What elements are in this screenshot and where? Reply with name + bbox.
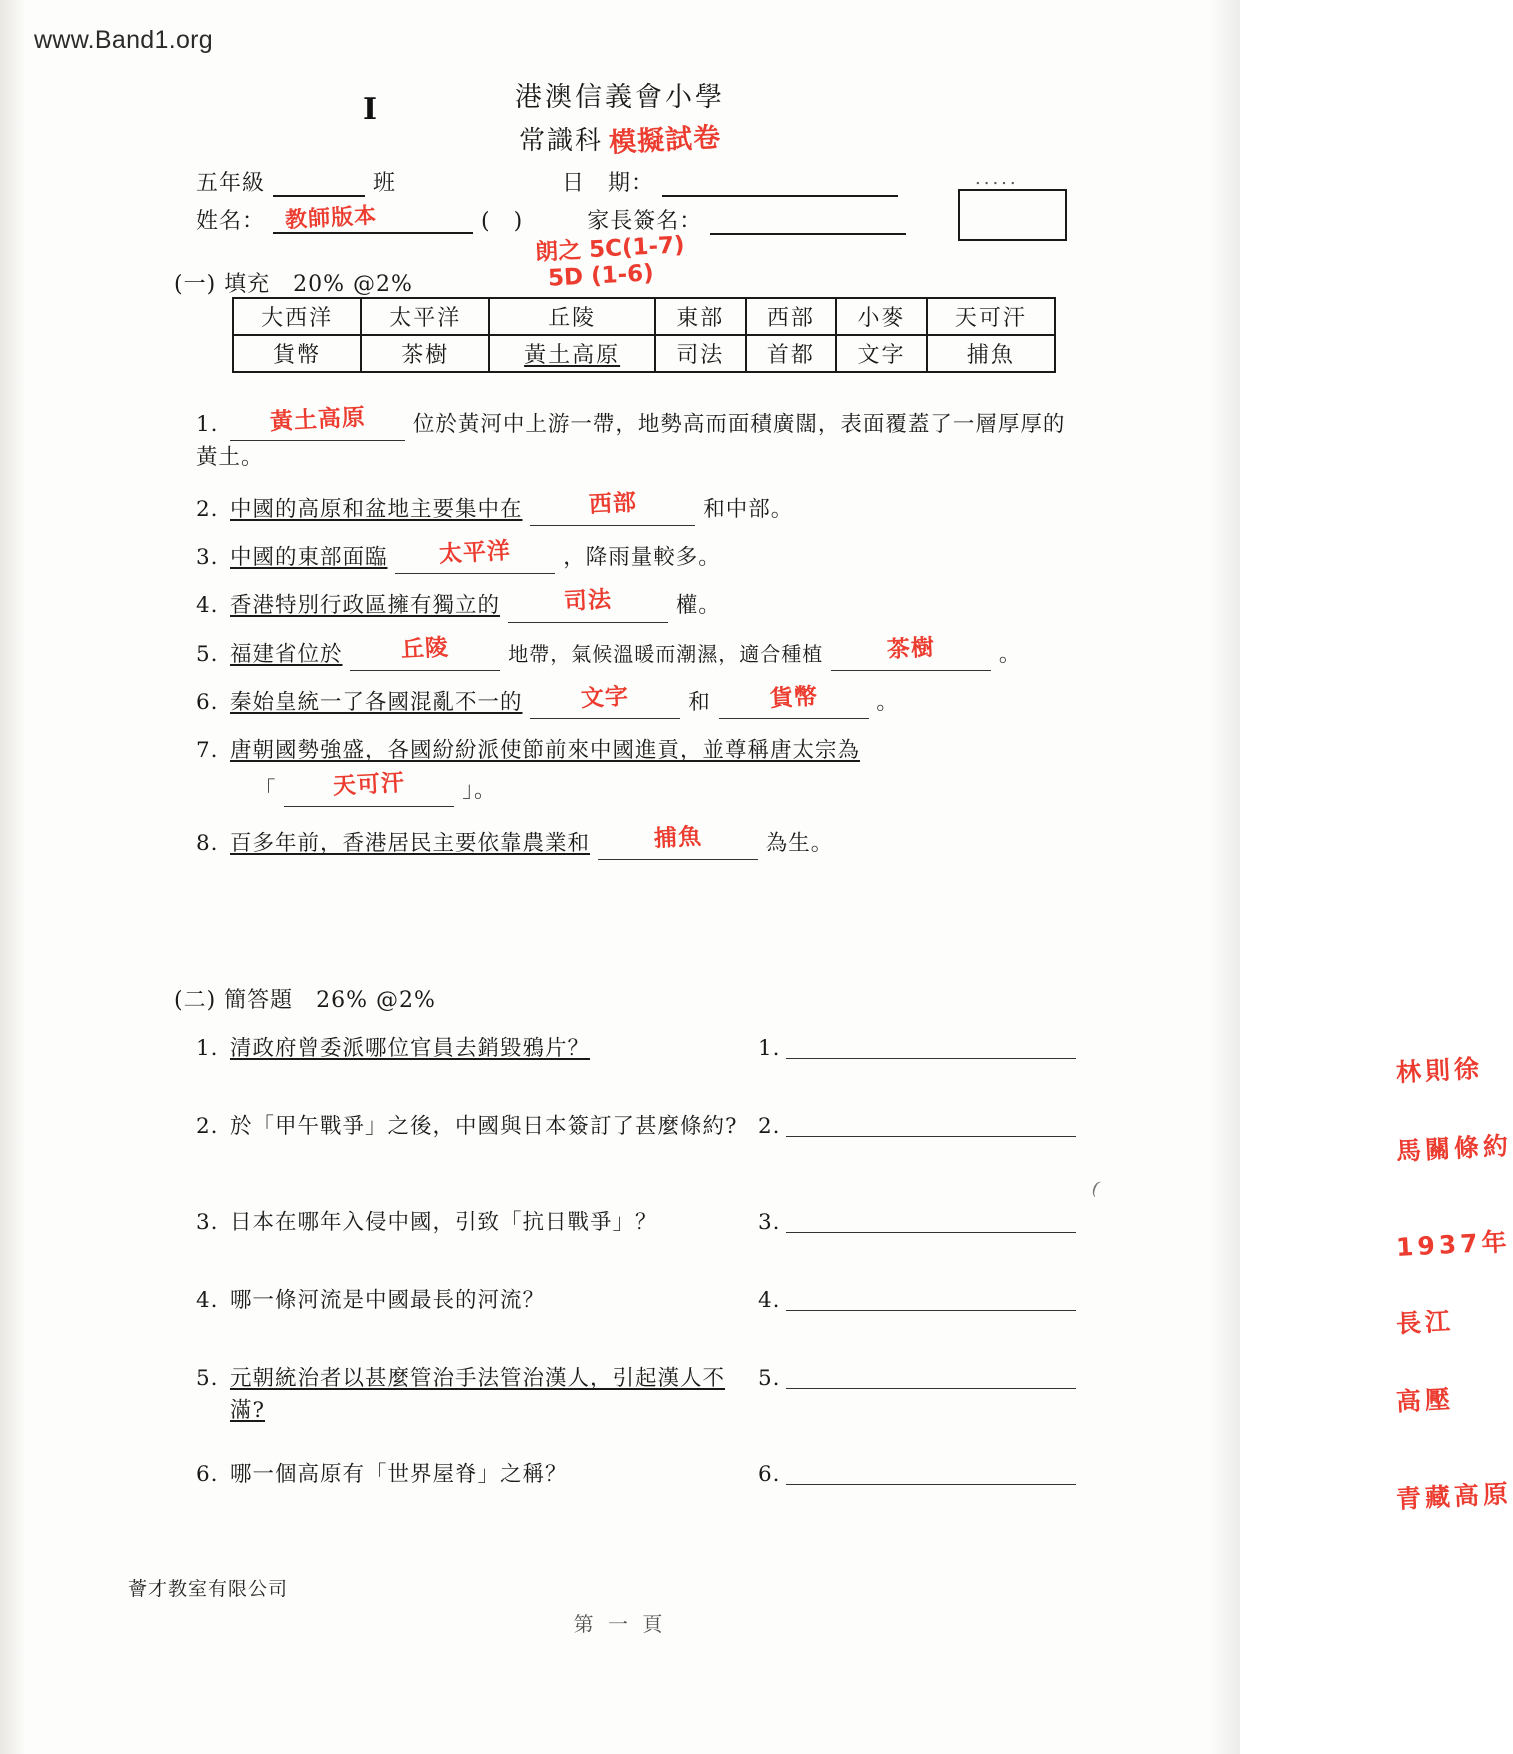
- answer-line[interactable]: [786, 1306, 1455, 1339]
- answer-line[interactable]: [786, 1384, 1455, 1417]
- question-text-tail: 和中部。: [703, 496, 794, 522]
- fill-in-question-continuation: [196, 770, 1076, 807]
- fill-in-question: [196, 634, 1076, 671]
- site-watermark: www.Band1.org: [34, 26, 213, 54]
- word-bank-cell: 太平洋: [361, 298, 489, 335]
- question-number: 7.: [196, 738, 219, 764]
- fill-in-question-list: [196, 404, 1076, 875]
- short-answer-question: [196, 1459, 1513, 1515]
- handwritten-answer: 長江: [1395, 1306, 1455, 1339]
- question-text: 哪一條河流是中國最長的河流？: [230, 1288, 546, 1313]
- handwritten-answer: 天可汗: [332, 770, 406, 801]
- question-body: [230, 537, 721, 570]
- question-text-tail: 。: [998, 641, 1022, 667]
- fill-in-question: [196, 537, 1076, 574]
- section-b-heading: (二) 簡答題 26% @2%: [174, 988, 436, 1013]
- footer-company: 薈才教室有限公司: [128, 1578, 289, 1600]
- quote-close: 」。: [462, 777, 497, 803]
- word-bank-cell: 大西洋: [233, 298, 361, 335]
- name-handwritten: 教師版本: [284, 203, 378, 234]
- question-body: [230, 683, 899, 715]
- answer-blank-2[interactable]: [719, 683, 869, 719]
- fill-in-question: [196, 824, 1076, 860]
- handwritten-answer: 西部: [588, 490, 638, 519]
- question-text-tail: ，降雨量較多。: [563, 544, 721, 570]
- class-blank: [273, 173, 365, 197]
- red-note-line-1: 朗之 5C(1-7): [534, 232, 686, 266]
- handwritten-answer: 黃土高原: [268, 404, 367, 436]
- answer-number: 2.: [758, 1114, 781, 1139]
- answer-number: 1.: [758, 1036, 781, 1061]
- fill-in-question: [196, 586, 1076, 622]
- answer-number: 3.: [758, 1210, 781, 1235]
- paren-mark: ( ): [481, 209, 524, 234]
- school-title: 港澳信義會小學: [515, 82, 725, 113]
- question-number: 4.: [196, 1288, 219, 1313]
- paper-number-mark: I: [363, 92, 378, 127]
- question-text: 中國的高原和盆地主要集中在: [230, 496, 523, 522]
- answer-line[interactable]: [786, 1053, 1484, 1088]
- handwritten-answer: 1937年: [1395, 1227, 1512, 1262]
- score-dots: .....: [975, 168, 1019, 189]
- answer-blank[interactable]: [530, 683, 680, 719]
- answer-blank[interactable]: [284, 770, 454, 807]
- parent-signature-blank: [710, 211, 906, 235]
- question-text-middle: 和: [688, 689, 711, 715]
- question-number: 6.: [196, 1462, 219, 1487]
- answer-line[interactable]: [786, 1130, 1513, 1167]
- short-answer-question: [196, 1207, 1512, 1263]
- handwritten-answer: 高壓: [1395, 1384, 1455, 1417]
- class-label: 班: [373, 171, 397, 196]
- handwritten-answer: 捕魚: [653, 824, 703, 853]
- question-number: 1.: [196, 1036, 219, 1061]
- question-text: 唐朝國勢強盛，各國紛紛派使節前來中國進貢，並尊稱唐太宗為: [230, 738, 861, 764]
- short-answer-question: [196, 1111, 1513, 1185]
- question-text-tail: 。: [876, 689, 899, 715]
- question-number: 2.: [196, 1114, 219, 1139]
- question-number: 8.: [196, 830, 219, 856]
- word-bank-cell: 捕魚: [927, 335, 1055, 372]
- quote-open: 「: [254, 777, 277, 803]
- meta-grade-date-row: [196, 166, 898, 197]
- word-bank-table: [232, 297, 1056, 373]
- short-answer-question: [196, 1285, 1455, 1341]
- word-bank-cell: 東部: [655, 298, 746, 335]
- word-bank-cell-marked: 黃土高原: [489, 335, 655, 372]
- short-answer-question: [196, 1033, 1484, 1089]
- word-bank-row-1: [233, 298, 1055, 335]
- question-body: [230, 490, 794, 522]
- word-bank-cell: 茶樹: [361, 335, 489, 372]
- question-text: 香港特別行政區擁有獨立的: [230, 593, 501, 619]
- date-blank: [662, 173, 898, 197]
- question-number: 3.: [196, 1210, 219, 1235]
- word-bank-cell: 天可汗: [927, 298, 1055, 335]
- question-body-continuation: [254, 770, 497, 803]
- handwritten-answer-2: 茶樹: [886, 634, 936, 664]
- handwritten-answer: 馬關條約: [1395, 1130, 1513, 1167]
- fill-in-question: [196, 404, 1076, 475]
- subject-line: [0, 118, 1240, 157]
- question-text-tail: 權。: [675, 593, 721, 619]
- question-text: 清政府曾委派哪位官員去銷毀鴉片？: [230, 1036, 591, 1061]
- footer-page-number: 第 一 頁: [573, 1612, 667, 1636]
- handwritten-answer: 青藏高原: [1395, 1478, 1513, 1515]
- question-number: 5.: [196, 1366, 219, 1391]
- stray-pen-mark: (: [1088, 1177, 1103, 1200]
- answer-blank[interactable]: [350, 634, 500, 671]
- fill-in-question: [196, 734, 1076, 767]
- date-label: 日 期：: [562, 171, 655, 196]
- question-text-tail: 為生。: [765, 830, 834, 856]
- scan-edge-left: [0, 0, 26, 1754]
- answer-blank[interactable]: [230, 404, 405, 441]
- word-bank-cell: 司法: [655, 335, 746, 372]
- handwritten-answer: 林則徐: [1395, 1053, 1484, 1088]
- answer-blank[interactable]: [508, 586, 668, 623]
- question-body: [230, 634, 1022, 667]
- word-bank-cell: 文字: [836, 335, 927, 372]
- fill-in-question: [196, 683, 1076, 719]
- handwritten-answer: 司法: [563, 586, 613, 616]
- paper-type-handwritten: 模擬試卷: [608, 122, 722, 159]
- answer-number: 6.: [758, 1462, 781, 1487]
- word-bank-row-2: [233, 335, 1055, 372]
- subject-label: 常識科: [518, 126, 603, 156]
- question-body: [230, 586, 721, 619]
- question-text: 元朝統治者以甚麼管治手法管治漢人，引起漢人不滿?: [230, 1366, 726, 1424]
- word-bank-cell: 首都: [746, 335, 837, 372]
- question-number: 2.: [196, 496, 219, 522]
- question-body: [196, 404, 1066, 471]
- question-number: 6.: [196, 689, 219, 715]
- word-bank-cell: 小麥: [836, 298, 927, 335]
- answer-line[interactable]: [786, 1478, 1513, 1515]
- question-text: 秦始皇統一了各國混亂不一的: [230, 689, 523, 715]
- handwritten-answer-2: 貨幣: [768, 683, 819, 712]
- scan-edge-right: [1210, 0, 1240, 1754]
- answer-blank[interactable]: [530, 490, 695, 526]
- answer-blank[interactable]: [598, 824, 758, 860]
- fill-in-question: [196, 490, 1076, 526]
- question-number: 4.: [196, 593, 219, 619]
- handwritten-answer: 文字: [580, 683, 630, 712]
- section-a-heading: (一) 填充 20% @2%: [174, 272, 413, 297]
- handwritten-answer: 太平洋: [438, 537, 512, 568]
- question-number: 3.: [196, 544, 219, 570]
- word-bank-cell: 丘陵: [489, 298, 655, 335]
- answer-number: 4.: [758, 1288, 781, 1313]
- word-bank-cell: 貨幣: [233, 335, 361, 372]
- short-answer-question-list: [196, 1033, 1513, 1537]
- word-bank-cell: 西部: [746, 298, 837, 335]
- answer-blank[interactable]: [395, 537, 555, 574]
- question-text: 於「甲午戰爭」之後，中國與日本簽訂了甚麼條約?: [230, 1114, 738, 1139]
- question-text: 中國的東部面臨: [230, 544, 388, 570]
- question-text: 位於黃河中上游一帶，地勢高而面積廣闊，表面覆蓋了一層厚厚的黃土。: [196, 412, 1066, 471]
- red-note-line-2: 5D (1-6): [547, 260, 655, 292]
- grade-label: 五年級: [196, 171, 266, 196]
- score-box: [958, 189, 1067, 241]
- question-text: 福建省位於: [230, 641, 343, 667]
- answer-blank-2[interactable]: [831, 634, 991, 671]
- handwritten-answer: 丘陵: [400, 634, 450, 664]
- parent-signature-label: 家長簽名：: [587, 209, 703, 234]
- question-text-middle: 地帶，氣候溫暖而潮濕，適合種植: [508, 641, 824, 666]
- question-number: 5.: [196, 641, 219, 667]
- question-body: [230, 824, 834, 856]
- question-text: 日本在哪年入侵中國，引致「抗日戰爭」？: [230, 1210, 658, 1235]
- short-answer-question: [196, 1363, 1455, 1437]
- question-text: 百多年前，香港居民主要依靠農業和: [230, 830, 591, 856]
- question-text: 哪一個高原有「世界屋脊」之稱？: [230, 1462, 568, 1487]
- answer-number: 5.: [758, 1366, 781, 1391]
- answer-line[interactable]: [786, 1227, 1512, 1262]
- name-label: 姓名：: [196, 209, 266, 234]
- question-number: 1.: [196, 412, 219, 437]
- meta-name-signature-row: [196, 204, 906, 235]
